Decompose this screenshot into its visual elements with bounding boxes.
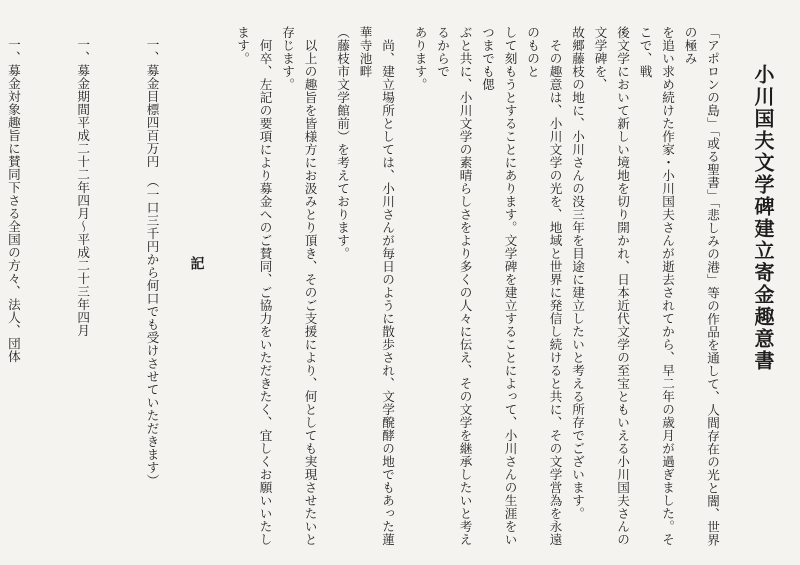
- intro-line-3: 後文学において新しい境地を切り開かれ、日本近代文学の至宝ともいえる小川国夫さんの文学碑を、: [592, 26, 630, 546]
- intro-line-12: 何卒、左記の要項により募金へのご賛同、ご協力をいただきたく、宜しくお願いいたします。: [235, 26, 273, 546]
- intro-line-4: 故郷藤枝の地に、小川さんの没三年を目途に建立したいと考える所存でございます。: [570, 26, 585, 520]
- item-goal-label: 一、募金目標: [144, 38, 160, 116]
- intro-line-1: 「アポロンの島」「或る聖書」「悲しみの港」等の作品を通して、人間存在の光と闇、世界の極み: [682, 26, 720, 547]
- intro-line-9: 尚、建立場所としては、小川さんが毎日のように散歩され、文学醗酵の地でもあった蓮華寺池畔: [357, 26, 395, 546]
- item-period-value: 平成二十二年四月〜平成二十三年四月: [75, 116, 91, 337]
- intro-line-2: を追い求め続けた作家・小川国夫さんが逝去されてから、早二年の歳月が過ぎました。そこで、戦: [637, 26, 675, 546]
- item-period: [24, 26, 93, 547]
- intro-line-11: 以上の趣旨を皆様方にお汲みとり頂き、そのご支援により、何としても実現させたいと存じます。: [280, 26, 318, 546]
- intro-line-8: あります。: [412, 26, 428, 91]
- item-period-label: 一、募金期間: [75, 38, 91, 116]
- ki-heading: 記: [188, 256, 205, 270]
- item-goal: [93, 26, 162, 547]
- intro-line-10: （藤枝市文学館前）を考えております。: [335, 26, 350, 260]
- intro-line-5: その趣意は、小川文学の光を、地域と世界に発信し続けると共に、その文学営為を永遠のものと: [525, 26, 563, 546]
- item-target: [0, 26, 24, 547]
- item-target-value: 趣旨に賛同下さる全国の方々、法人、団体: [5, 116, 21, 363]
- item-goal-value: 四百万円 （一口三千円から何口でも受けさせていただきます）: [144, 116, 160, 487]
- item-target-label: 一、募金対象: [5, 38, 21, 116]
- intro-line-6: して刻もうとすることにあります。文学碑を建立することによって、小川さんの生涯をいつまでも偲: [480, 26, 518, 546]
- document-title: 小川国夫文学碑建立寄金趣意書: [751, 64, 775, 372]
- intro-line-7: ぶと共に、小川文学の素晴らしさをより多くの人々に伝え、その文学を継承したいと考えるからで: [435, 26, 473, 546]
